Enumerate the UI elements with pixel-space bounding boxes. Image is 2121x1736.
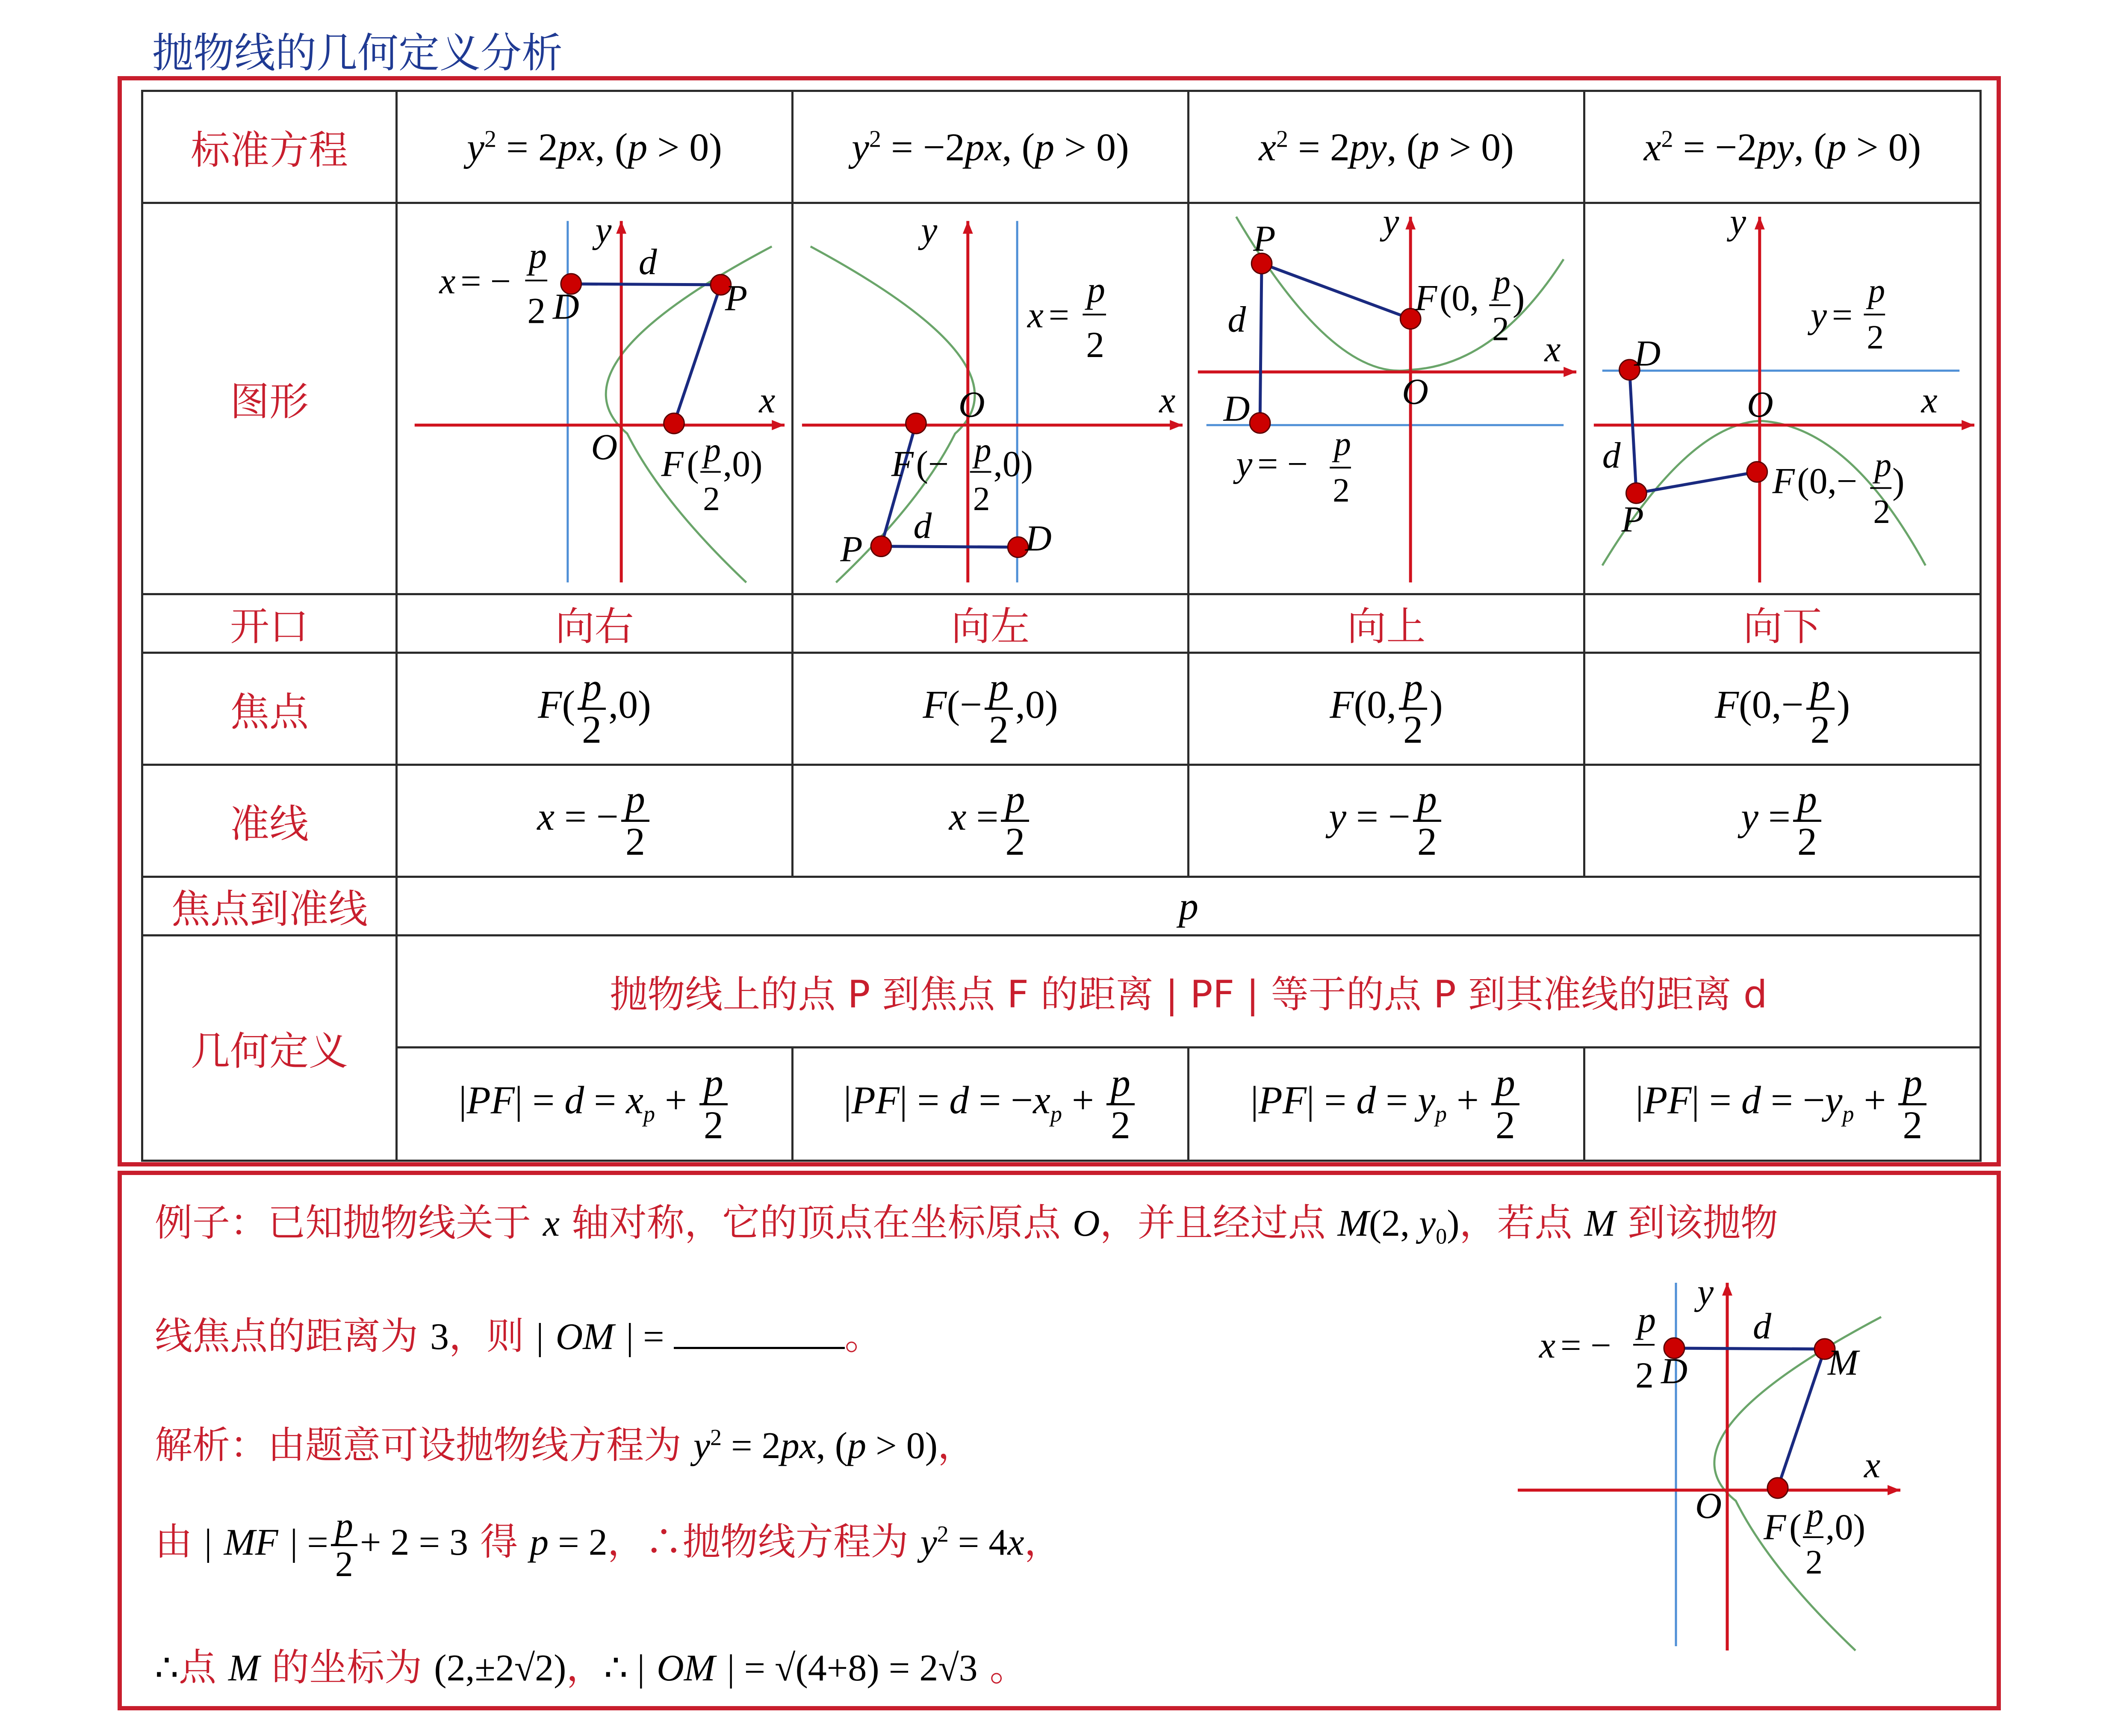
svg-text:x: x bbox=[439, 260, 456, 301]
svg-text:p: p bbox=[1868, 272, 1885, 310]
svg-text:D: D bbox=[1634, 333, 1661, 374]
answer-blank[interactable] bbox=[674, 1317, 845, 1349]
figure-right-svg bbox=[398, 204, 791, 593]
svg-text:y: y bbox=[1730, 204, 1746, 242]
svg-text:O: O bbox=[1695, 1485, 1722, 1526]
focal-radius-down: $|PF| = d = -y_p$ + $\frac{p}{2}$ bbox=[1584, 1048, 1981, 1161]
svg-text:D: D bbox=[1661, 1350, 1688, 1391]
table-row bbox=[142, 765, 1981, 877]
svg-text:,0): ,0) bbox=[1826, 1506, 1866, 1547]
svg-text:p: p bbox=[528, 235, 547, 276]
svg-text:p: p bbox=[1637, 1299, 1656, 1340]
svg-text:y: y bbox=[1697, 1274, 1714, 1312]
focal-radius-up: $|PF| = d = y_p$ + $\frac{p}{2}$ bbox=[1189, 1048, 1584, 1161]
row-label-definition: 几何定义 bbox=[142, 936, 397, 1161]
figure-down bbox=[1584, 203, 1981, 594]
figure-down-svg bbox=[1585, 204, 1979, 593]
svg-text:O: O bbox=[1402, 371, 1429, 412]
svg-text:P: P bbox=[840, 528, 863, 570]
svg-text:2: 2 bbox=[703, 480, 720, 518]
focus-down: F(0,− $\frac{p}{2}$ ) bbox=[1584, 653, 1981, 765]
svg-text:x: x bbox=[1921, 380, 1938, 421]
row-label-directrix: 准线 bbox=[142, 765, 397, 877]
table-row bbox=[142, 203, 1981, 594]
svg-text:p: p bbox=[1806, 1497, 1823, 1534]
equation-right: $y^2 = 2px$, (p > 0) bbox=[397, 91, 793, 203]
example-line-5: ∴点 M 的坐标为 (2,±2√2)，∴ | OM | = √(4+8) = 2√3 。 bbox=[155, 1645, 1027, 1689]
svg-text:x: x bbox=[1027, 295, 1044, 336]
svg-text:2: 2 bbox=[1086, 325, 1105, 366]
opening-right: 向右 bbox=[397, 594, 793, 653]
svg-text:d: d bbox=[1602, 435, 1621, 476]
svg-text:y: y bbox=[1236, 443, 1253, 484]
svg-text:p: p bbox=[1874, 446, 1892, 484]
svg-text:x: x bbox=[1539, 1325, 1556, 1366]
svg-text:2: 2 bbox=[1635, 1355, 1654, 1396]
svg-text:d: d bbox=[1227, 299, 1246, 340]
svg-text:p: p bbox=[1087, 269, 1106, 310]
equation-left: $y^2 = -2px$, (p > 0) bbox=[793, 91, 1189, 203]
svg-text:(−: (− bbox=[916, 443, 949, 484]
svg-text:F: F bbox=[1764, 1506, 1786, 1547]
svg-text:(0,: (0, bbox=[1439, 278, 1479, 319]
opening-up: 向上 bbox=[1189, 594, 1584, 653]
svg-text:2: 2 bbox=[1492, 310, 1509, 348]
row-label-figure: 图形 bbox=[142, 203, 397, 594]
equation-down: $x^2 = -2py$, (p > 0) bbox=[1584, 91, 1981, 203]
svg-text:=: = bbox=[1832, 295, 1853, 336]
svg-text:= −: = − bbox=[1561, 1325, 1611, 1366]
svg-text:M: M bbox=[1828, 1342, 1858, 1383]
svg-text:y: y bbox=[595, 210, 612, 251]
svg-text:F: F bbox=[891, 443, 914, 484]
svg-text:x: x bbox=[1544, 328, 1561, 369]
svg-text:P: P bbox=[1253, 218, 1276, 259]
svg-text:O: O bbox=[591, 426, 618, 467]
table-row bbox=[142, 1048, 1981, 1161]
parabola-table bbox=[141, 90, 1982, 1162]
svg-text:x: x bbox=[1159, 380, 1176, 421]
row-label-opening: 开口 bbox=[142, 594, 397, 653]
svg-text:D: D bbox=[1025, 518, 1052, 559]
svg-text:p: p bbox=[974, 431, 991, 469]
opening-left: 向左 bbox=[793, 594, 1189, 653]
opening-down: 向下 bbox=[1584, 594, 1981, 653]
focus-left: F(− $\frac{p}{2}$ ,0) bbox=[793, 653, 1189, 765]
svg-text:2: 2 bbox=[1867, 319, 1884, 357]
figure-left bbox=[793, 203, 1189, 594]
svg-text:d: d bbox=[1753, 1305, 1771, 1346]
directrix-left: x = $\frac{p}{2}$ bbox=[793, 765, 1189, 877]
svg-text:): ) bbox=[1512, 278, 1525, 319]
page-title: 抛物线的几何定义分析 bbox=[152, 29, 563, 77]
example-figure bbox=[1513, 1274, 1911, 1659]
directrix-down: y = $\frac{p}{2}$ bbox=[1584, 765, 1981, 877]
svg-text:(0,−: (0,− bbox=[1797, 461, 1858, 502]
svg-text:2: 2 bbox=[973, 480, 990, 518]
svg-text:2: 2 bbox=[1805, 1544, 1823, 1581]
svg-text:y: y bbox=[1383, 204, 1399, 242]
definition-text: 抛物线上的点 P 到焦点 F 的距离 | PF | 等于的点 P 到其准线的距离 d bbox=[397, 936, 1981, 1048]
example-line-4: 由 | MF | = $\frac{p}{2}$ + 2 = 3 得 p = 2，∴抛物线方程为 $y^2 = 4x$， bbox=[155, 1506, 1062, 1584]
table-row bbox=[142, 653, 1981, 765]
table-row bbox=[142, 91, 1981, 203]
svg-text:2: 2 bbox=[1333, 472, 1350, 510]
svg-text:P: P bbox=[1621, 499, 1644, 540]
focal-radius-left: $|PF| = d = -x_p$ + $\frac{p}{2}$ bbox=[793, 1048, 1189, 1161]
example-line-2: 线焦点的距离为 3，则 | OM | = 。 bbox=[155, 1314, 882, 1358]
svg-text:,0): ,0) bbox=[723, 443, 763, 484]
equation-up: $x^2 = 2py$, (p > 0) bbox=[1189, 91, 1584, 203]
figure-up-svg bbox=[1189, 204, 1583, 593]
row-label-distance: 焦点到准线 bbox=[142, 877, 397, 936]
svg-text:): ) bbox=[1892, 461, 1905, 502]
example-line-3: 解析：由题意可设抛物线方程为 $y^2 = 2px$, (p > 0)， bbox=[155, 1423, 976, 1467]
svg-text:D: D bbox=[1223, 388, 1250, 429]
svg-text:y: y bbox=[1811, 295, 1827, 336]
figure-left-svg bbox=[794, 204, 1187, 593]
svg-text:p: p bbox=[704, 431, 721, 469]
svg-text:(: ( bbox=[687, 443, 699, 484]
svg-text:= −: = − bbox=[1257, 443, 1308, 484]
svg-text:= −: = − bbox=[460, 260, 511, 301]
table-row bbox=[142, 936, 1981, 1048]
example-line-1: 例子：已知抛物线关于 x 轴对称，它的顶点在坐标原点 O，并且经过点 M(2, $y_0$)，若点 M 到该抛物 bbox=[155, 1201, 1778, 1249]
svg-text:d: d bbox=[638, 242, 657, 283]
svg-text:(: ( bbox=[1789, 1506, 1802, 1547]
svg-text:,0): ,0) bbox=[993, 443, 1033, 484]
svg-text:x: x bbox=[759, 380, 776, 421]
figure-up bbox=[1189, 203, 1584, 594]
focal-radius-right: $|PF| = d = x_p$ + $\frac{p}{2}$ bbox=[397, 1048, 793, 1161]
svg-text:O: O bbox=[958, 384, 985, 425]
svg-text:F: F bbox=[1772, 461, 1795, 502]
svg-text:2: 2 bbox=[1873, 493, 1891, 531]
svg-text:F: F bbox=[1415, 278, 1437, 319]
svg-text:y: y bbox=[921, 210, 938, 251]
focus-right: F( $\frac{p}{2}$ ,0) bbox=[397, 653, 793, 765]
directrix-up: y = − $\frac{p}{2}$ bbox=[1189, 765, 1584, 877]
svg-text:2: 2 bbox=[527, 290, 546, 331]
figure-right bbox=[397, 203, 793, 594]
focus-up: F(0, $\frac{p}{2}$ ) bbox=[1189, 653, 1584, 765]
svg-text:p: p bbox=[1493, 263, 1510, 301]
svg-text:x: x bbox=[1864, 1444, 1881, 1485]
svg-text:O: O bbox=[1746, 384, 1773, 425]
row-label-equation: 标准方程 bbox=[142, 91, 397, 203]
svg-text:d: d bbox=[913, 505, 932, 546]
distance-value: p bbox=[397, 877, 1981, 936]
svg-text:P: P bbox=[725, 278, 748, 319]
svg-text:D: D bbox=[553, 286, 579, 327]
svg-text:=: = bbox=[1048, 295, 1069, 336]
row-label-focus: 焦点 bbox=[142, 653, 397, 765]
table-row bbox=[142, 594, 1981, 653]
table-row bbox=[142, 877, 1981, 936]
svg-text:F: F bbox=[661, 443, 684, 484]
directrix-right: x = − $\frac{p}{2}$ bbox=[397, 765, 793, 877]
svg-text:p: p bbox=[1334, 425, 1351, 463]
